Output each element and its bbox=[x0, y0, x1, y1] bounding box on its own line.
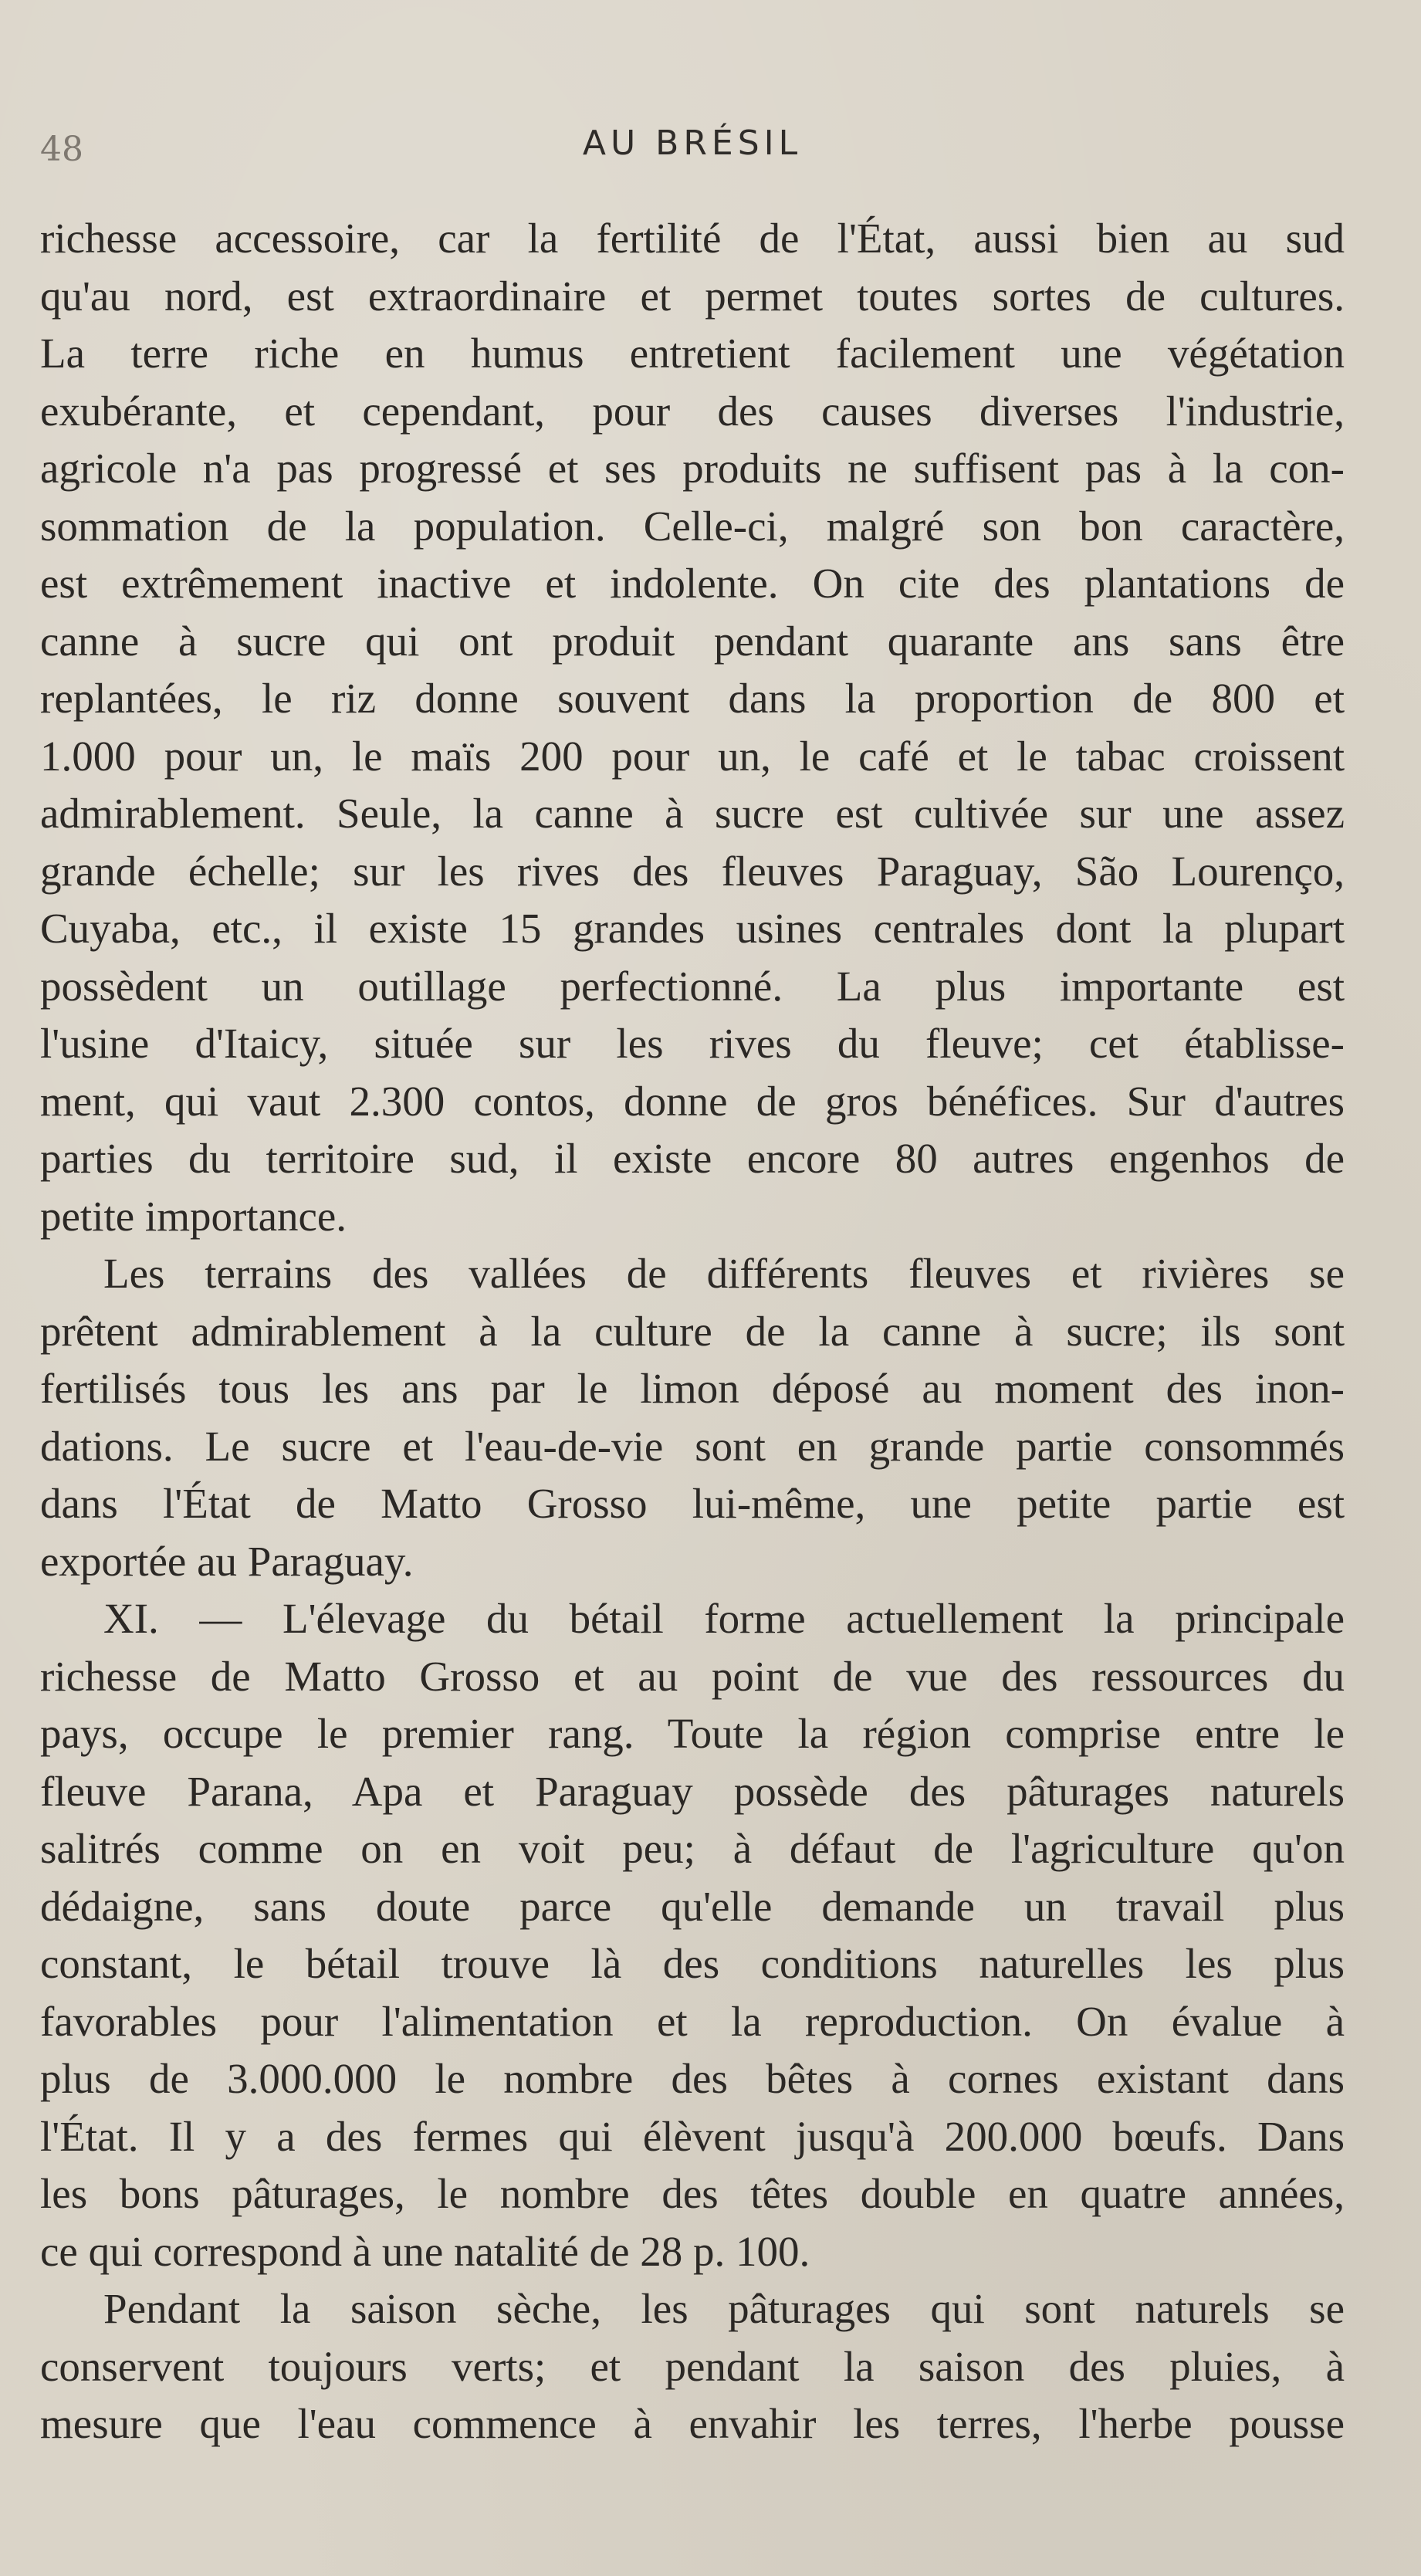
text-line: plus de 3.000.000 le nombre des bêtes à cornes existant dans bbox=[40, 2055, 1345, 2102]
text-line: dans l'État de Matto Grosso lui-même, une petite partie est bbox=[40, 1480, 1345, 1527]
text-line: fleuve Parana, Apa et Paraguay possède des pâturages naturels bbox=[40, 1767, 1345, 1815]
text-line: constant, le bétail trouve là des conditions naturelles les plus bbox=[40, 1940, 1345, 1987]
body-text bbox=[40, 210, 1345, 2453]
text-line: exubérante, et cependant, pour des causes diverses l'industrie, bbox=[40, 387, 1345, 435]
text-line: fertilisés tous les ans par le limon déposé au moment des inon- bbox=[40, 1365, 1345, 1412]
text-line: parties du territoire sud, il existe encore 80 autres engenhos de bbox=[40, 1135, 1345, 1182]
text-line: dations. Le sucre et l'eau-de-vie sont en grande partie consommés bbox=[40, 1422, 1345, 1470]
running-head bbox=[40, 124, 1345, 178]
text-line: richesse accessoire, car la fertilité de l'État, aussi bien au sud bbox=[40, 215, 1345, 262]
page-number: 48 bbox=[40, 130, 83, 169]
text-line: La terre riche en humus entretient facilement une végétation bbox=[40, 330, 1345, 377]
text-line: les bons pâturages, le nombre des têtes double en quatre années, bbox=[40, 2170, 1345, 2217]
paragraph-start-line: Pendant la saison sèche, les pâturages qui sont naturels se bbox=[103, 2285, 1345, 2332]
text-line: 1.000 pour un, le maïs 200 pour un, le café et le tabac croissent bbox=[40, 732, 1345, 780]
text-line: admirablement. Seule, la canne à sucre est cultivée sur une assez bbox=[40, 790, 1345, 837]
paragraph-end-line: ce qui correspond à une natalité de 28 p. 100. bbox=[40, 2227, 810, 2275]
text-line: salitrés comme on en voit peu; à défaut de l'agriculture qu'on bbox=[40, 1825, 1345, 1872]
text-line: sommation de la population. Celle-ci, malgré son bon caractère, bbox=[40, 502, 1345, 550]
text-line: replantées, le riz donne souvent dans la proportion de 800 et bbox=[40, 675, 1345, 722]
text-line: prêtent admirablement à la culture de la canne à sucre; ils sont bbox=[40, 1307, 1345, 1355]
section-heading-line: XI. — L'élevage du bétail forme actuellement la principale bbox=[103, 1595, 1345, 1642]
paragraph-end-line: exportée au Paraguay. bbox=[40, 1537, 414, 1585]
text-line: l'État. Il y a des fermes qui élèvent jusqu'à 200.000 bœufs. Dans bbox=[40, 2112, 1345, 2160]
text-line: pays, occupe le premier rang. Toute la région comprise entre le bbox=[40, 1710, 1345, 1757]
text-line: mesure que l'eau commence à envahir les terres, l'herbe pousse bbox=[40, 2400, 1345, 2447]
text-line: l'usine d'Itaicy, située sur les rives du fleuve; cet établisse- bbox=[40, 1020, 1345, 1067]
text-line: favorables pour l'alimentation et la reproduction. On évalue à bbox=[40, 1997, 1345, 2045]
text-line: possèdent un outillage perfectionné. La plus importante est bbox=[40, 962, 1345, 1010]
text-line: est extrêmement inactive et indolente. On cite des plantations de bbox=[40, 560, 1345, 607]
text-line: grande échelle; sur les rives des fleuves Paraguay, São Lourenço, bbox=[40, 847, 1345, 895]
text-line: canne à sucre qui ont produit pendant quarante ans sans être bbox=[40, 617, 1345, 665]
text-line: richesse de Matto Grosso et au point de vue des ressources du bbox=[40, 1652, 1345, 1700]
text-line: conservent toujours verts; et pendant la saison des pluies, à bbox=[40, 2342, 1345, 2390]
text-line: agricole n'a pas progressé et ses produits ne suffisent pas à la con- bbox=[40, 445, 1345, 492]
text-line: qu'au nord, est extraordinaire et permet toutes sortes de cultures. bbox=[40, 272, 1345, 320]
running-title: AU BRÉSIL bbox=[582, 124, 803, 163]
text-line: ment, qui vaut 2.300 contos, donne de gros bénéfices. Sur d'autres bbox=[40, 1077, 1345, 1125]
text-line: Cuyaba, etc., il existe 15 grandes usines centrales dont la plupart bbox=[40, 905, 1345, 952]
text-line: dédaigne, sans doute parce qu'elle demande un travail plus bbox=[40, 1882, 1345, 1930]
paragraph-start-line: Les terrains des vallées de différents fleuves et rivières se bbox=[103, 1250, 1345, 1297]
paragraph-end-line: petite importance. bbox=[40, 1192, 347, 1240]
